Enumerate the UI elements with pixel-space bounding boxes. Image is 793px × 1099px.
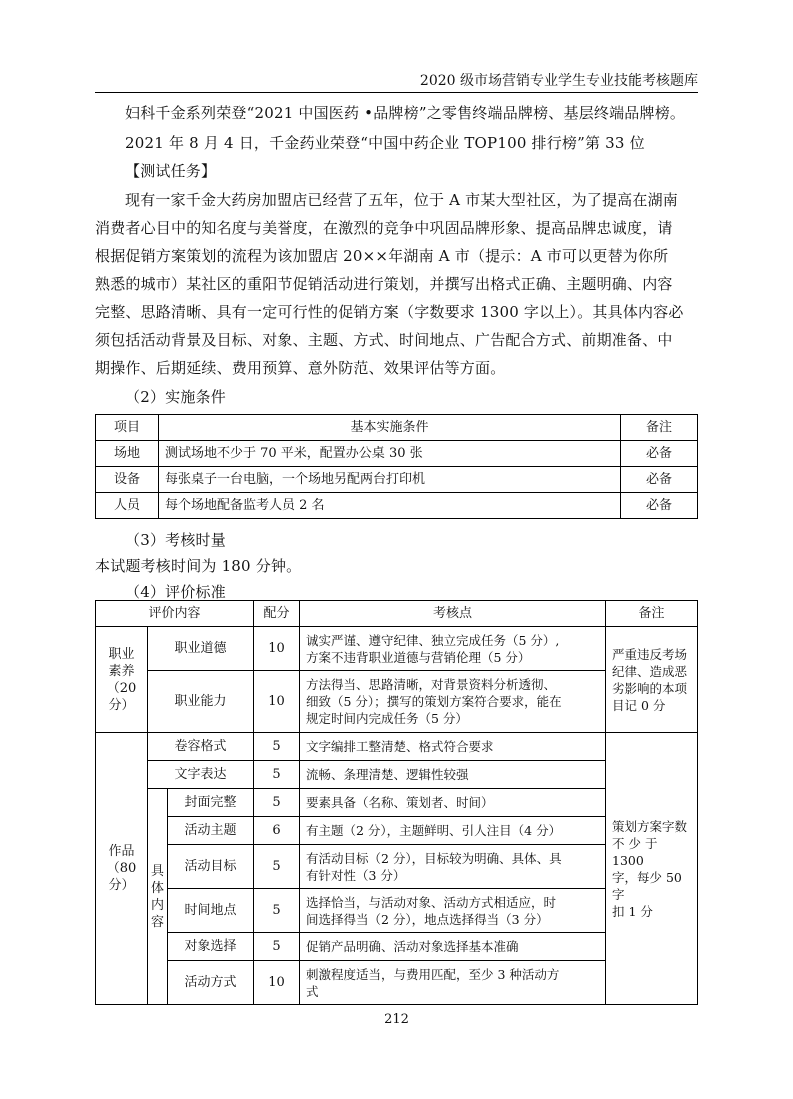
table-row — [96, 493, 698, 519]
table-cell: 有主题（2 分），主题鲜明、引人注目（4 分） — [300, 817, 606, 845]
table-cell: 封面完整 — [168, 789, 254, 817]
table-cell: 选择恰当，与活动对象、活动方式相适应，时 间选择得当（2 分），地点选择得当（3 分） — [300, 889, 606, 933]
table-header: 基本实施条件 — [159, 415, 621, 441]
table-cell: 5 — [254, 933, 300, 961]
table-cell: 刺激程度适当，与费用匹配，至少 3 种活动方 式 — [300, 961, 606, 1005]
section-heading: （4）评价标准 — [125, 583, 226, 601]
task-line: 完整、思路清晰、具有一定可行性的促销方案（字数要求 1300 字以上）。其具体内容必 — [95, 303, 684, 321]
table-cell: 文字编排工整清楚、格式符合要求 — [300, 733, 606, 761]
table-cell: 设备 — [96, 467, 159, 493]
table-header: 评价内容 — [96, 601, 254, 627]
header-rule — [95, 92, 698, 93]
task-line: 根据促销方案策划的流程为该加盟店 20××年湖南 A 市（提示：A 市可以更替为你所 — [95, 247, 669, 265]
group-label: 职业 素养 （20 分） — [96, 627, 148, 733]
table-row — [96, 733, 698, 761]
table-cell: 职业道德 — [148, 627, 254, 671]
intro-line: 妇科千金系列荣登“2021 中国医药 •品牌榜”之零售终端品牌榜、基层终端品牌榜。 — [125, 104, 686, 122]
table-header-row — [96, 415, 698, 441]
group-label: 作品 （80 分） — [96, 733, 148, 1005]
evaluation-table — [95, 600, 698, 1005]
table-cell: 对象选择 — [168, 933, 254, 961]
table-cell: 必备 — [621, 441, 698, 467]
task-line: 期操作、后期延续、费用预算、意外防范、效果评估等方面。 — [95, 359, 506, 377]
table-cell: 5 — [254, 845, 300, 889]
table-cell: 每个场地配备监考人员 2 名 — [159, 493, 621, 519]
table-cell: 6 — [254, 817, 300, 845]
table-cell: 5 — [254, 889, 300, 933]
table-header-row — [96, 601, 698, 627]
table-cell: 10 — [254, 627, 300, 671]
table-cell: 人员 — [96, 493, 159, 519]
table-cell: 流畅、条理清楚、逻辑性较强 — [300, 761, 606, 789]
table-cell: 场地 — [96, 441, 159, 467]
table-cell: 测试场地不少于 70 平米，配置办公桌 30 张 — [159, 441, 621, 467]
subgroup-label: 具 体 内 容 — [148, 789, 168, 1005]
table-cell: 促销产品明确、活动对象选择基本准确 — [300, 933, 606, 961]
task-heading: 【测试任务】 — [125, 162, 217, 180]
table-row — [96, 467, 698, 493]
table-header: 备注 — [621, 415, 698, 441]
table-row — [96, 441, 698, 467]
table-cell: 10 — [254, 961, 300, 1005]
table-header: 备注 — [606, 601, 698, 627]
table-cell: 活动主题 — [168, 817, 254, 845]
table-header: 考核点 — [300, 601, 606, 627]
table-cell: 5 — [254, 761, 300, 789]
table-cell: 每张桌子一台电脑，一个场地另配两台打印机 — [159, 467, 621, 493]
table-cell: 诚实严谨、遵守纪律、独立完成任务（5 分）, 方案不违背职业道德与营销伦理（5 分） — [300, 627, 606, 671]
table-cell: 活动方式 — [168, 961, 254, 1005]
table-cell: 10 — [254, 671, 300, 733]
table-cell: 必备 — [621, 493, 698, 519]
section-heading: （3）考核时量 — [125, 531, 226, 549]
task-line: 消费者心目中的知名度与美誉度，在激烈的竞争中巩固品牌形象、提高品牌忠诚度，请 — [95, 219, 673, 237]
intro-line: 2021 年 8 月 4 日，千金药业荣登“中国中药企业 TOP100 排行榜”第 33 位 — [125, 134, 645, 152]
task-line: 熟悉的城市）某社区的重阳节促销活动进行策划，并撰写出格式正确、主题明确、内容 — [95, 275, 673, 293]
table-cell: 5 — [254, 789, 300, 817]
table-row — [96, 627, 698, 671]
table-cell: 5 — [254, 733, 300, 761]
page-number: 212 — [384, 1012, 409, 1027]
conditions-table — [95, 414, 698, 519]
task-line: 须包括活动背景及目标、对象、主题、方式、时间地点、广告配合方式、前期准备、中 — [95, 331, 673, 349]
table-cell: 职业能力 — [148, 671, 254, 733]
table-cell: 必备 — [621, 467, 698, 493]
table-header: 项目 — [96, 415, 159, 441]
section-heading: （2）实施条件 — [125, 388, 226, 406]
task-line: 现有一家千金大药房加盟店已经营了五年，位于 A 市某大型社区，为了提高在湖南 — [125, 191, 678, 209]
table-cell: 活动目标 — [168, 845, 254, 889]
table-cell: 有活动目标（2 分），目标较为明确、具体、具 有针对性（3 分） — [300, 845, 606, 889]
table-cell: 时间地点 — [168, 889, 254, 933]
body-text: 本试题考核时间为 180 分钟。 — [95, 557, 302, 575]
table-cell: 要素具备（名称、策划者、时间） — [300, 789, 606, 817]
running-header: 2020 级市场营销专业学生专业技能考核题库 — [419, 73, 698, 89]
table-cell: 文字表达 — [148, 761, 254, 789]
table-cell: 方法得当、思路清晰，对背景资料分析透彻、 细致（5 分）；撰写的策划方案符合要求，能在 规定时间内完成任务（5 分） — [300, 671, 606, 733]
remark-cell: 策划方案字数 不 少 于 1300 字，每少 50 字 扣 1 分 — [606, 733, 698, 1005]
remark-cell: 严重违反考场 纪律、造成恶 劣影响的本项 目记 0 分 — [606, 627, 698, 733]
table-header: 配分 — [254, 601, 300, 627]
table-cell: 卷容格式 — [148, 733, 254, 761]
